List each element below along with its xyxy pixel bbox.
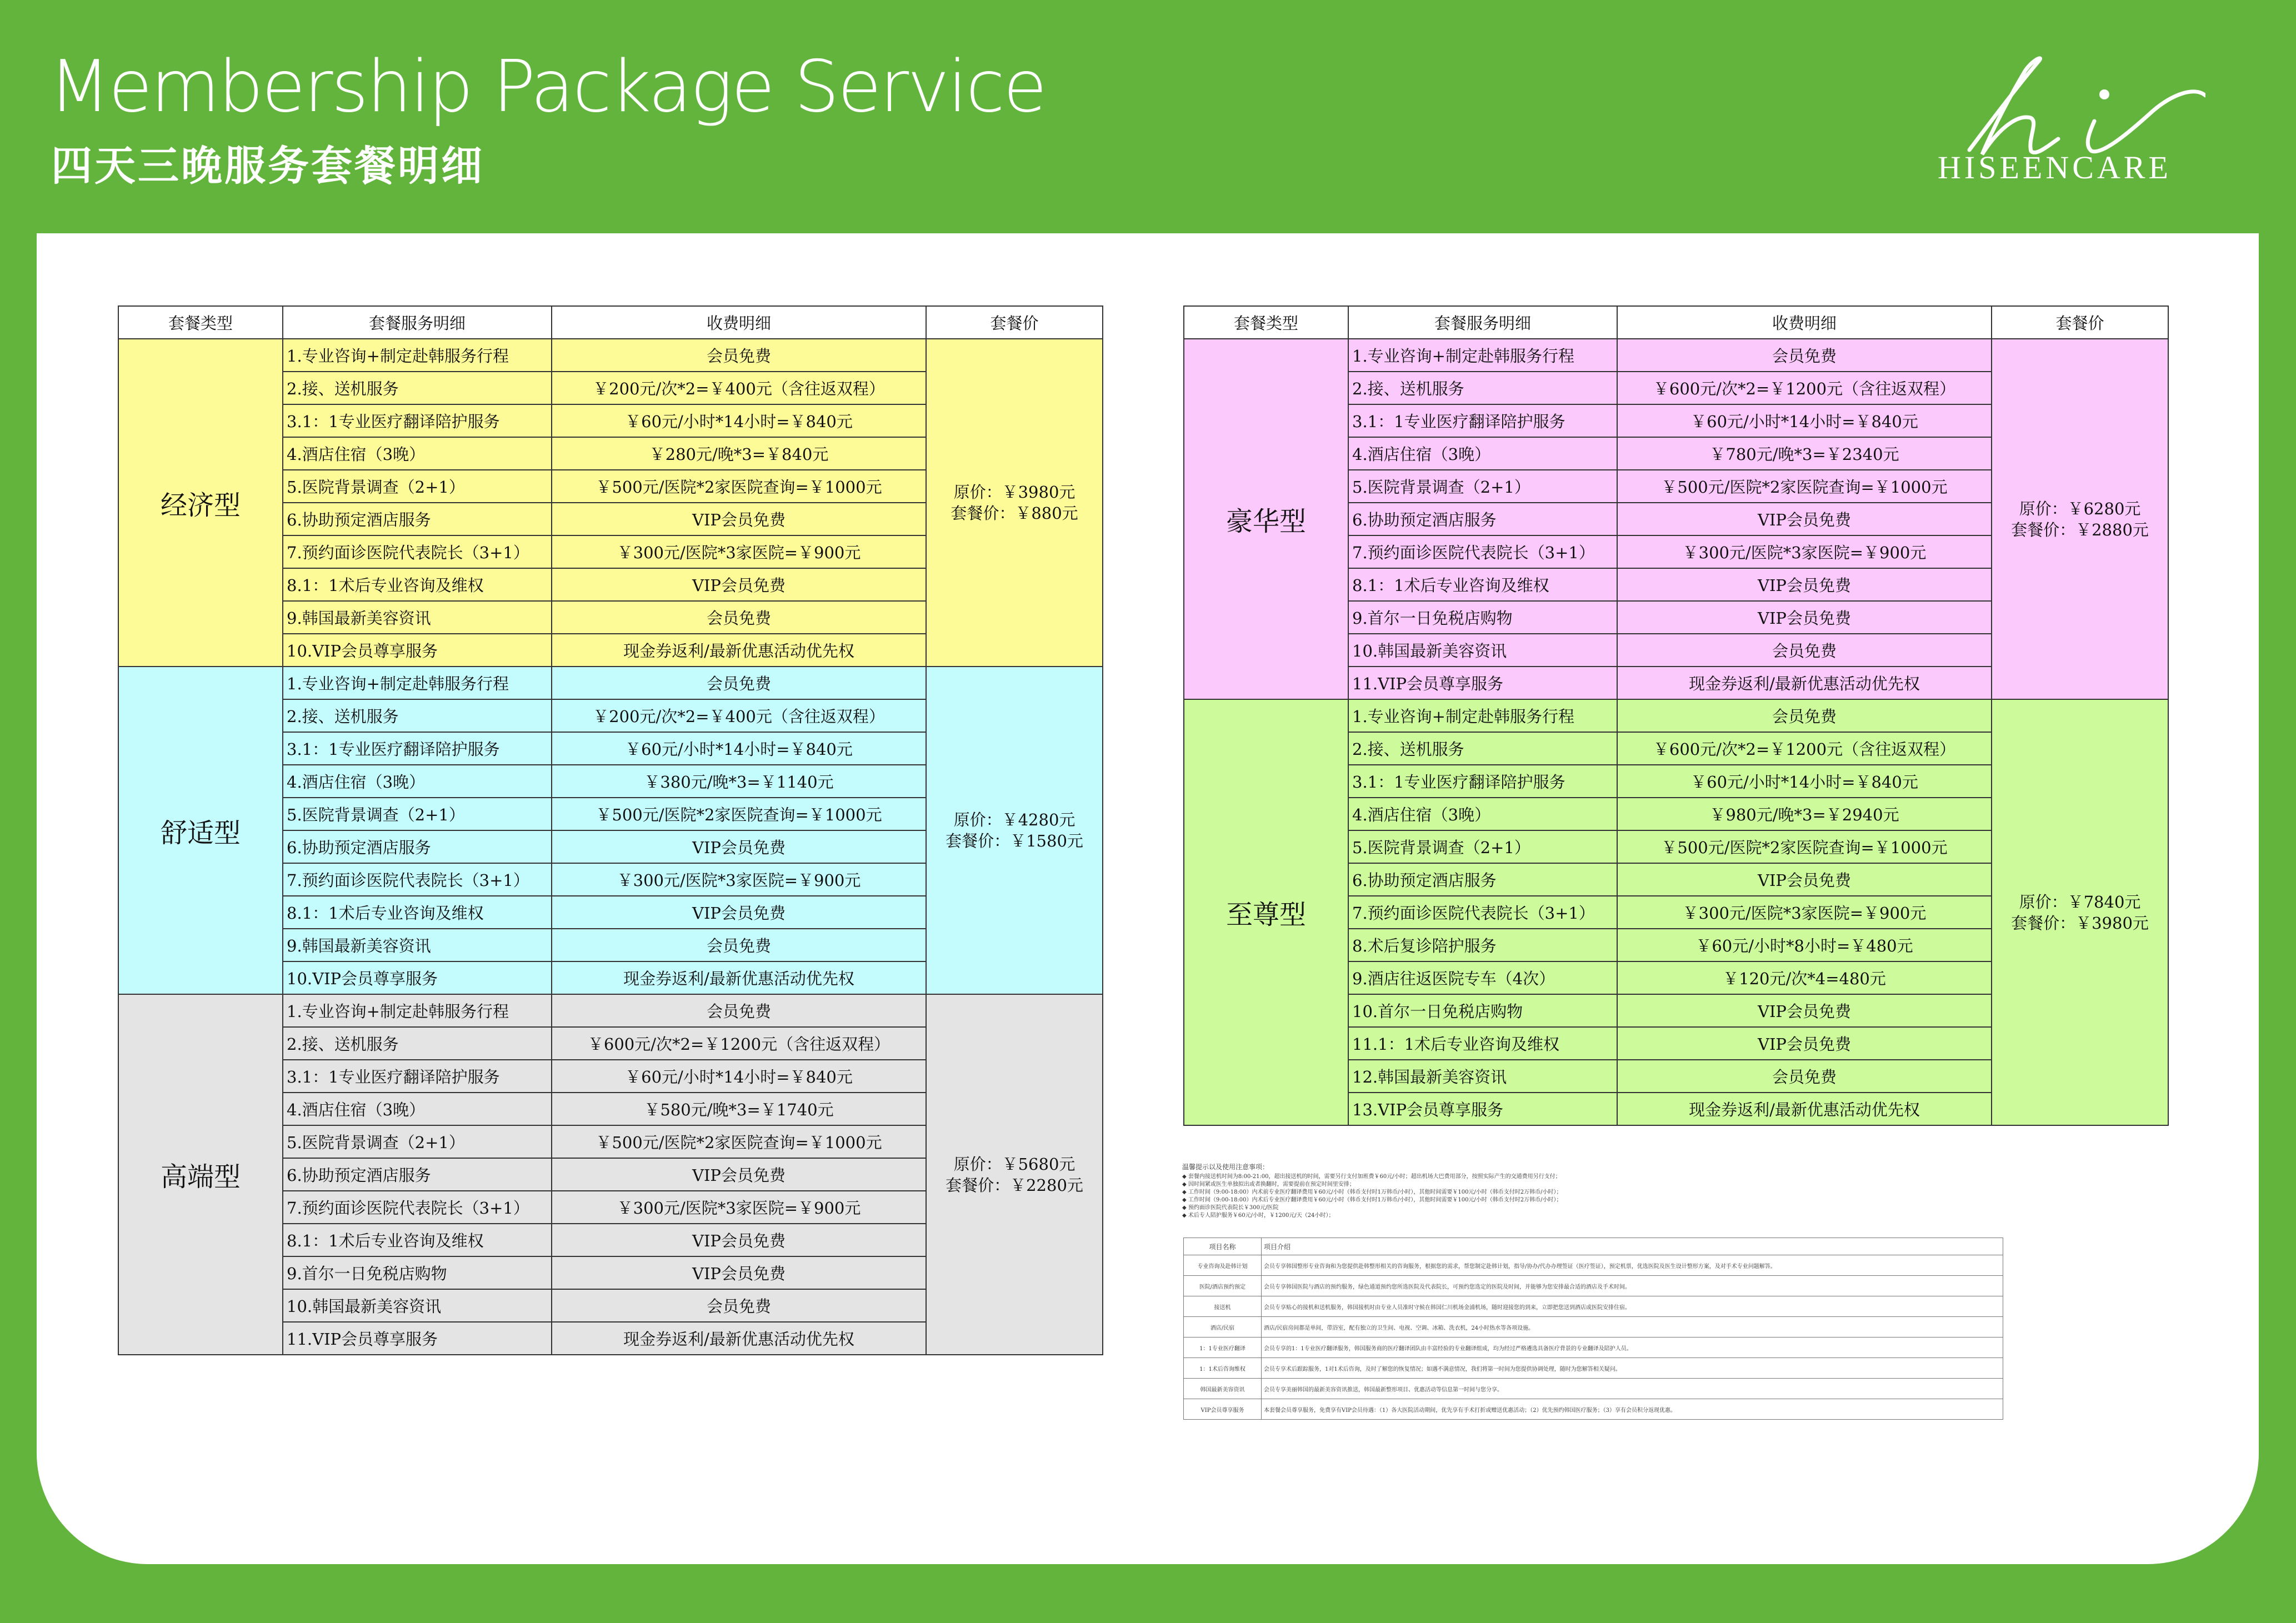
fee-detail: ￥60元/小时*14小时=￥840元 [1617,404,1992,437]
package-tier-name: 高端型 [118,994,283,1355]
service-item: 8.1：1术后专业咨询及维权 [283,896,552,929]
fee-detail: ￥600元/次*2=￥1200元（含往返双程） [1617,732,1992,765]
service-item: 1.专业咨询+制定赴韩服务行程 [283,667,552,699]
intro-row [1184,1255,2003,1276]
fee-detail: VIP会员免费 [552,830,926,863]
fee-detail: ￥500元/医院*2家医院查询=￥1000元 [1617,470,1992,503]
notes-line: ◆ 工作时间（9:00-18:00）内术前专业医疗翻译费用￥60元/小时（韩币支付时1万韩币/小时），其他时间需要￥100元/小时（韩币支付时2万韩币/小时）； [1182,1189,1562,1195]
service-item: 4.酒店住宿（3晚） [283,437,552,470]
service-item: 3.1：1专业医疗翻译陪护服务 [1348,404,1617,437]
intro-item-desc: 酒店/民宿房间都是单间，带浴室，配有独立的卫生间、电视、空调、冰箱、洗衣机，24小时热水等各项设施。 [1262,1317,2003,1338]
service-item: 1.专业咨询+制定赴韩服务行程 [283,339,552,372]
notes-line: ◆ 套餐内接送机时间为8:00-21:00，超出接送机的时间，需要另行支付加班费￥60元/小时；超出机场大巴费用部分，按照实际产生的交通费用另行支付； [1182,1174,1561,1180]
service-item: 12.韩国最新美容资讯 [1348,1060,1617,1093]
service-item: 5.医院背景调查（2+1） [283,1125,552,1158]
service-item: 5.医院背景调查（2+1） [1348,830,1617,863]
service-item: 3.1：1专业医疗翻译陪护服务 [283,732,552,765]
fee-detail: 会员免费 [552,929,926,961]
service-item: 3.1：1专业医疗翻译陪护服务 [1348,765,1617,798]
service-item: 5.医院背景调查（2+1） [283,470,552,503]
header-package-price: 套餐价 [1992,306,2168,339]
package-tier-name: 舒适型 [118,667,283,994]
fee-detail: ￥380元/晚*3=￥1140元 [552,765,926,798]
service-item: 7.预约面诊医院代表院长（3+1） [283,863,552,896]
fee-detail: VIP会员免费 [1617,1027,1992,1060]
intro-item-desc: 会员专享韩国整形专业咨询和为您提供赴韩整形相关的咨询服务，根据您的需求，帮您制定赴韩计划，指导/协办/代办办理签证（医疗签证），预定机票，优选医院及医生设计整形方案，及对手术专业问题解答。 [1262,1255,2003,1276]
intro-item-name: 接送机 [1184,1296,1262,1317]
intro-row [1184,1358,2003,1379]
intro-item-desc: 会员专享美丽韩国的最新美容资讯推送，韩国最新整形项目、优惠活动等信息第一时间与您分享。 [1262,1379,2003,1399]
package-row [118,667,1103,699]
logo-script-i [2088,92,2205,152]
package-price [1992,339,2168,699]
service-item: 8.术后复诊陪护服务 [1348,929,1617,961]
fee-detail: VIP会员免费 [1617,863,1992,896]
fee-detail: ￥500元/医院*2家医院查询=￥1000元 [552,798,926,830]
fee-detail: VIP会员免费 [1617,601,1992,634]
original-price: 原价：￥6280元 [2019,499,2141,518]
fee-detail: 现金券返利/最新优惠活动优先权 [1617,1093,1992,1125]
header-fee-detail: 收费明细 [552,306,926,339]
fee-detail: 会员免费 [552,339,926,372]
intro-item-name: 专业咨询及赴韩计划 [1184,1255,1262,1276]
service-item: 1.专业咨询+制定赴韩服务行程 [283,994,552,1027]
fee-detail: ￥500元/医院*2家医院查询=￥1000元 [552,470,926,503]
intro-item-name: 1：1专业医疗翻译 [1184,1338,1262,1358]
intro-header-desc: 项目介绍 [1262,1238,2003,1255]
service-item: 11.VIP会员尊享服务 [283,1322,552,1355]
header-package-type: 套餐类型 [1184,306,1348,339]
intro-row [1184,1276,2003,1296]
header-package-type: 套餐类型 [118,306,283,339]
fee-detail: ￥300元/医院*3家医院=￥900元 [552,535,926,568]
package-price-value: 套餐价：￥2280元 [946,1175,1083,1195]
fee-detail: ￥600元/次*2=￥1200元（含往返双程） [552,1027,926,1060]
fee-detail: VIP会员免费 [552,568,926,601]
package-price [1992,699,2168,1125]
service-item: 10.VIP会员尊享服务 [283,634,552,667]
intro-header-name: 项目名称 [1184,1238,1262,1255]
service-item: 10.韩国最新美容资讯 [1348,634,1617,667]
fee-detail: ￥580元/晚*3=￥1740元 [552,1093,926,1125]
table-header-row [118,306,1103,339]
logo-script-h [1969,58,2058,154]
project-intro-table [1183,1238,2003,1420]
service-item: 3.1：1专业医疗翻译陪护服务 [283,1060,552,1093]
package-row [118,994,1103,1027]
service-item: 6.协助预定酒店服务 [283,830,552,863]
fee-detail: 会员免费 [1617,1060,1992,1093]
fee-detail: VIP会员免费 [552,503,926,535]
fee-detail: ￥300元/医院*3家医院=￥900元 [1617,535,1992,568]
service-item: 6.协助预定酒店服务 [283,1158,552,1191]
service-item: 10.VIP会员尊享服务 [283,961,552,994]
fee-detail: 会员免费 [552,667,926,699]
fee-detail: VIP会员免费 [552,1224,926,1256]
fee-detail: ￥300元/医院*3家医院=￥900元 [552,1191,926,1224]
fee-detail: VIP会员免费 [552,896,926,929]
package-tier-name: 至尊型 [1184,699,1348,1125]
package-tier-name: 豪华型 [1184,339,1348,699]
service-item: 11.1：1术后专业咨询及维权 [1348,1027,1617,1060]
intro-row [1184,1296,2003,1317]
fee-detail: 会员免费 [1617,699,1992,732]
original-price: 原价：￥7840元 [2019,892,2141,911]
intro-row [1184,1338,2003,1358]
fee-detail: 会员免费 [1617,634,1992,667]
fee-detail: ￥60元/小时*14小时=￥840元 [552,1060,926,1093]
package-row [1184,699,2168,732]
service-item: 6.协助预定酒店服务 [283,503,552,535]
fee-detail: ￥60元/小时*8小时=￥480元 [1617,929,1992,961]
service-item: 9.韩国最新美容资讯 [283,601,552,634]
service-item: 7.预约面诊医院代表院长（3+1） [283,1191,552,1224]
service-item: 10.首尔一日免税店购物 [1348,994,1617,1027]
fee-detail: ￥780元/晚*3=￥2340元 [1617,437,1992,470]
notes-section [1182,1163,2004,1220]
package-tier-name: 经济型 [118,339,283,667]
fee-detail: ￥300元/医院*3家医院=￥900元 [1617,896,1992,929]
header-fee-detail: 收费明细 [1617,306,1992,339]
service-item: 1.专业咨询+制定赴韩服务行程 [1348,339,1617,372]
original-price: 原价：￥4280元 [953,810,1076,829]
fee-detail: ￥60元/小时*14小时=￥840元 [1617,765,1992,798]
intro-item-desc: 本套餐会员尊享服务，免费享有VIP会员待遇：（1）各大医院活动期间，优先享有手术打折或赠送优惠活动；（2）优先预约韩国医疗服务；（3）享有会员积分返现优惠。 [1262,1399,2003,1420]
intro-item-name: 1：1术后咨询维权 [1184,1358,1262,1379]
service-item: 2.接、送机服务 [1348,372,1617,404]
service-item: 8.1：1术后专业咨询及维权 [283,1224,552,1256]
service-item: 8.1：1术后专业咨询及维权 [1348,568,1617,601]
page-title-en: Membership Package Service [49,46,1046,128]
fee-detail: ￥200元/次*2=￥400元（含往返双程） [552,699,926,732]
fee-detail: VIP会员免费 [1617,994,1992,1027]
fee-detail: 会员免费 [1617,339,1992,372]
fee-detail: VIP会员免费 [552,1158,926,1191]
package-row [118,339,1103,372]
intro-item-name: 医院/酒店预约预定 [1184,1276,1262,1296]
notes-line: ◆ 术后专人陪护服务￥60元/小时，￥1200元/天（24小时）； [1182,1213,1334,1219]
service-item: 4.酒店住宿（3晚） [283,1093,552,1125]
fee-detail: ￥200元/次*2=￥400元（含往返双程） [552,372,926,404]
left-package-table [118,305,1103,1355]
header-package-price: 套餐价 [926,306,1103,339]
intro-header-row [1184,1238,2003,1255]
package-row [1184,339,2168,372]
fee-detail: VIP会员免费 [1617,568,1992,601]
fee-detail: 现金券返利/最新优惠活动优先权 [1617,667,1992,699]
page-title-cn: 四天三晚服务套餐明细 [51,142,484,190]
service-item: 8.1：1术后专业咨询及维权 [283,568,552,601]
fee-detail: ￥980元/晚*3=￥2940元 [1617,798,1992,830]
intro-row [1184,1399,2003,1420]
service-item: 2.接、送机服务 [283,1027,552,1060]
fee-detail: 现金券返利/最新优惠活动优先权 [552,961,926,994]
intro-item-desc: 会员专享的1：1专业医疗翻译服务，韩国服务商的医疗翻译团队由丰富经验的专业翻译组成，均为经过严格遴选具备医疗背景的专业翻译及陪护人员。 [1262,1338,2003,1358]
right-package-table [1183,305,2169,1126]
fee-detail: 现金券返利/最新优惠活动优先权 [552,1322,926,1355]
intro-row [1184,1317,2003,1338]
fee-detail: ￥500元/医院*2家医院查询=￥1000元 [552,1125,926,1158]
service-item: 6.协助预定酒店服务 [1348,503,1617,535]
service-item: 9.首尔一日免税店购物 [1348,601,1617,634]
header-service-detail: 套餐服务明细 [1348,306,1617,339]
brand-wordmark: HISEENCARE [1938,149,2172,186]
intro-item-name: 韩国最新美容资讯 [1184,1379,1262,1399]
service-item: 5.医院背景调查（2+1） [283,798,552,830]
package-price [926,994,1103,1355]
package-price [926,339,1103,667]
fee-detail: ￥500元/医院*2家医院查询=￥1000元 [1617,830,1992,863]
service-item: 10.韩国最新美容资讯 [283,1289,552,1322]
fee-detail: ￥300元/医院*3家医院=￥900元 [552,863,926,896]
fee-detail: VIP会员免费 [1617,503,1992,535]
fee-detail: VIP会员免费 [552,1256,926,1289]
package-price-value: 套餐价：￥3980元 [2011,913,2149,933]
intro-item-desc: 会员专享术后跟踪服务，1对1术后咨询，及时了解您的恢复情况；如遇不满意情况，我们将第一时间为您提供协调处理，随时为您解答相关疑问。 [1262,1358,2003,1379]
table-header-row [1184,306,2168,339]
service-item: 7.预约面诊医院代表院长（3+1） [1348,896,1617,929]
notes-title: 温馨提示以及使用注意事项： [1182,1163,1269,1171]
fee-detail: ￥60元/小时*14小时=￥840元 [552,404,926,437]
intro-item-name: VIP会员尊享服务 [1184,1399,1262,1420]
package-price [926,667,1103,994]
service-item: 5.医院背景调查（2+1） [1348,470,1617,503]
fee-detail: 会员免费 [552,994,926,1027]
package-price-value: 套餐价：￥1580元 [946,831,1083,850]
service-item: 7.预约面诊医院代表院长（3+1） [283,535,552,568]
fee-detail: 现金券返利/最新优惠活动优先权 [552,634,926,667]
original-price: 原价：￥5680元 [953,1154,1076,1174]
logo-dot [2099,89,2109,99]
package-price-value: 套餐价：￥2880元 [2011,520,2149,539]
service-item: 13.VIP会员尊享服务 [1348,1093,1617,1125]
header-service-detail: 套餐服务明细 [283,306,552,339]
service-item: 6.协助预定酒店服务 [1348,863,1617,896]
service-item: 4.酒店住宿（3晚） [283,765,552,798]
service-item: 11.VIP会员尊享服务 [1348,667,1617,699]
fee-detail: ￥280元/晚*3=￥840元 [552,437,926,470]
fee-detail: ￥600元/次*2=￥1200元（含往返双程） [1617,372,1992,404]
service-item: 2.接、送机服务 [283,372,552,404]
service-item: 9.韩国最新美容资讯 [283,929,552,961]
notes-line: ◆ 预约面诊医院代表院长￥300元/医院 [1182,1205,1279,1211]
fee-detail: 会员免费 [552,1289,926,1322]
service-item: 1.专业咨询+制定赴韩服务行程 [1348,699,1617,732]
notes-line: ◆ 因时间紧或医生单独拟出或者换翻时，需要提前在预定时间里安排； [1182,1181,1355,1188]
intro-item-name: 酒店/民宿 [1184,1317,1262,1338]
notes-line: ◆ 工作时间（9:00-18:00）内术后专业医疗翻译费用￥60元/小时（韩币支付时1万韩币/小时），其他时间需要￥100元/小时（韩币支付时2万韩币/小时）； [1182,1197,1562,1203]
service-item: 4.酒店住宿（3晚） [1348,798,1617,830]
service-item: 9.酒店往返医院专车（4次） [1348,961,1617,994]
intro-item-desc: 会员专享贴心的接机和送机服务，韩国接机时由专业人员准时守候在韩国仁川机场金浦机场，随时迎接您的到来，立即把您送到酒店或医院安排住宿。 [1262,1296,2003,1317]
intro-row [1184,1379,2003,1399]
service-item: 7.预约面诊医院代表院长（3+1） [1348,535,1617,568]
fee-detail: 会员免费 [552,601,926,634]
intro-item-desc: 会员专享韩国医院与酒店的预约服务，绿色通道预约您所选医院及代表院长，可预约您选定的医院及时间，并能够为您安排最合适的酒店及手术时间。 [1262,1276,2003,1296]
service-item: 2.接、送机服务 [1348,732,1617,765]
fee-detail: ￥120元/次*4=480元 [1617,961,1992,994]
package-price-value: 套餐价：￥880元 [951,504,1078,523]
service-item: 3.1：1专业医疗翻译陪护服务 [283,404,552,437]
fee-detail: ￥60元/小时*14小时=￥840元 [552,732,926,765]
original-price: 原价：￥3980元 [953,483,1076,502]
service-item: 2.接、送机服务 [283,699,552,732]
service-item: 9.首尔一日免税店购物 [283,1256,552,1289]
service-item: 4.酒店住宿（3晚） [1348,437,1617,470]
